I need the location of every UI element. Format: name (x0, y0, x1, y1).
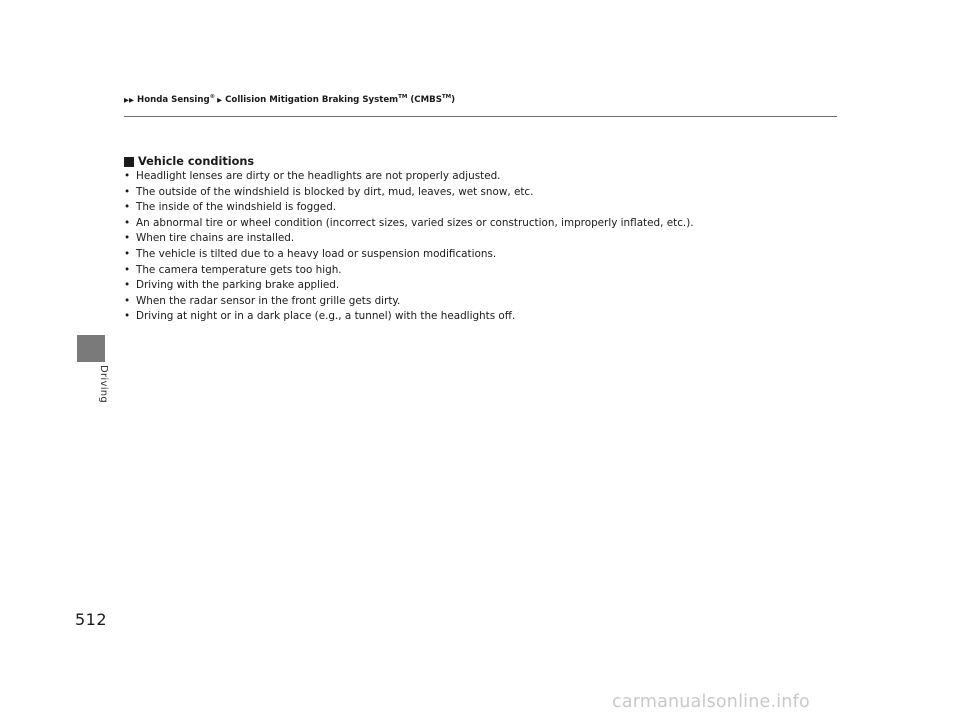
page-number: 512 (75, 610, 108, 629)
bullet-icon: • (124, 247, 131, 260)
list-item-text: Headlight lenses are dirty or the headlights are not properly adjusted. (136, 170, 501, 182)
list-item (124, 169, 844, 185)
section-tab (77, 335, 105, 362)
section-side-label: Driving (98, 365, 109, 404)
breadcrumb-arrow-icon: ▶▶ (124, 96, 134, 104)
bullet-icon: • (124, 216, 131, 229)
bullet-icon: • (124, 294, 131, 307)
list-item-text: When tire chains are installed. (136, 232, 295, 245)
list-item (124, 278, 844, 294)
list-item (124, 231, 844, 247)
breadcrumb-item-cmbs[interactable]: Collision Mitigation Braking System™ (CMBS™) (225, 94, 456, 105)
list-item (124, 294, 844, 310)
list-item (124, 309, 844, 325)
section-heading-text: Vehicle conditions (138, 155, 255, 168)
list-item-text: When the radar sensor in the front grille gets dirty. (136, 294, 401, 307)
bullet-icon: • (124, 170, 131, 182)
bullet-icon: • (124, 310, 131, 323)
list-item (124, 216, 844, 232)
list-item-text: The outside of the windshield is blocked by dirt, mud, leaves, wet snow, etc. (136, 185, 534, 198)
breadcrumb-item-honda-sensing[interactable]: Honda Sensing® (137, 94, 216, 105)
list-item-text: The inside of the windshield is fogged. (136, 201, 337, 214)
section-heading (124, 155, 844, 168)
list-item-text: The vehicle is tilted due to a heavy load or suspension modifications. (136, 247, 497, 260)
watermark: carmanualsonline.info (612, 692, 810, 712)
list-item (124, 185, 844, 201)
condition-list (124, 169, 844, 325)
bullet-icon: • (124, 279, 131, 292)
header-divider (124, 116, 837, 117)
bullet-icon: • (124, 263, 131, 276)
list-item (124, 247, 844, 263)
list-item-text: An abnormal tire or wheel condition (incorrect sizes, varied sizes or construction, improperly inflated, etc.). (136, 216, 694, 229)
square-bullet-icon (124, 157, 134, 167)
list-item-text: Driving at night or in a dark place (e.g., a tunnel) with the headlights off. (136, 310, 516, 323)
list-item-text: The camera temperature gets too high. (136, 263, 342, 276)
bullet-icon: • (124, 185, 131, 198)
breadcrumb-arrow-icon: ▶ (217, 96, 223, 104)
list-item (124, 200, 844, 216)
main-content (124, 155, 844, 325)
bullet-icon: • (124, 232, 131, 245)
breadcrumb (124, 95, 455, 105)
list-item (124, 263, 844, 279)
bullet-icon: • (124, 201, 131, 214)
list-item-text: Driving with the parking brake applied. (136, 279, 340, 292)
